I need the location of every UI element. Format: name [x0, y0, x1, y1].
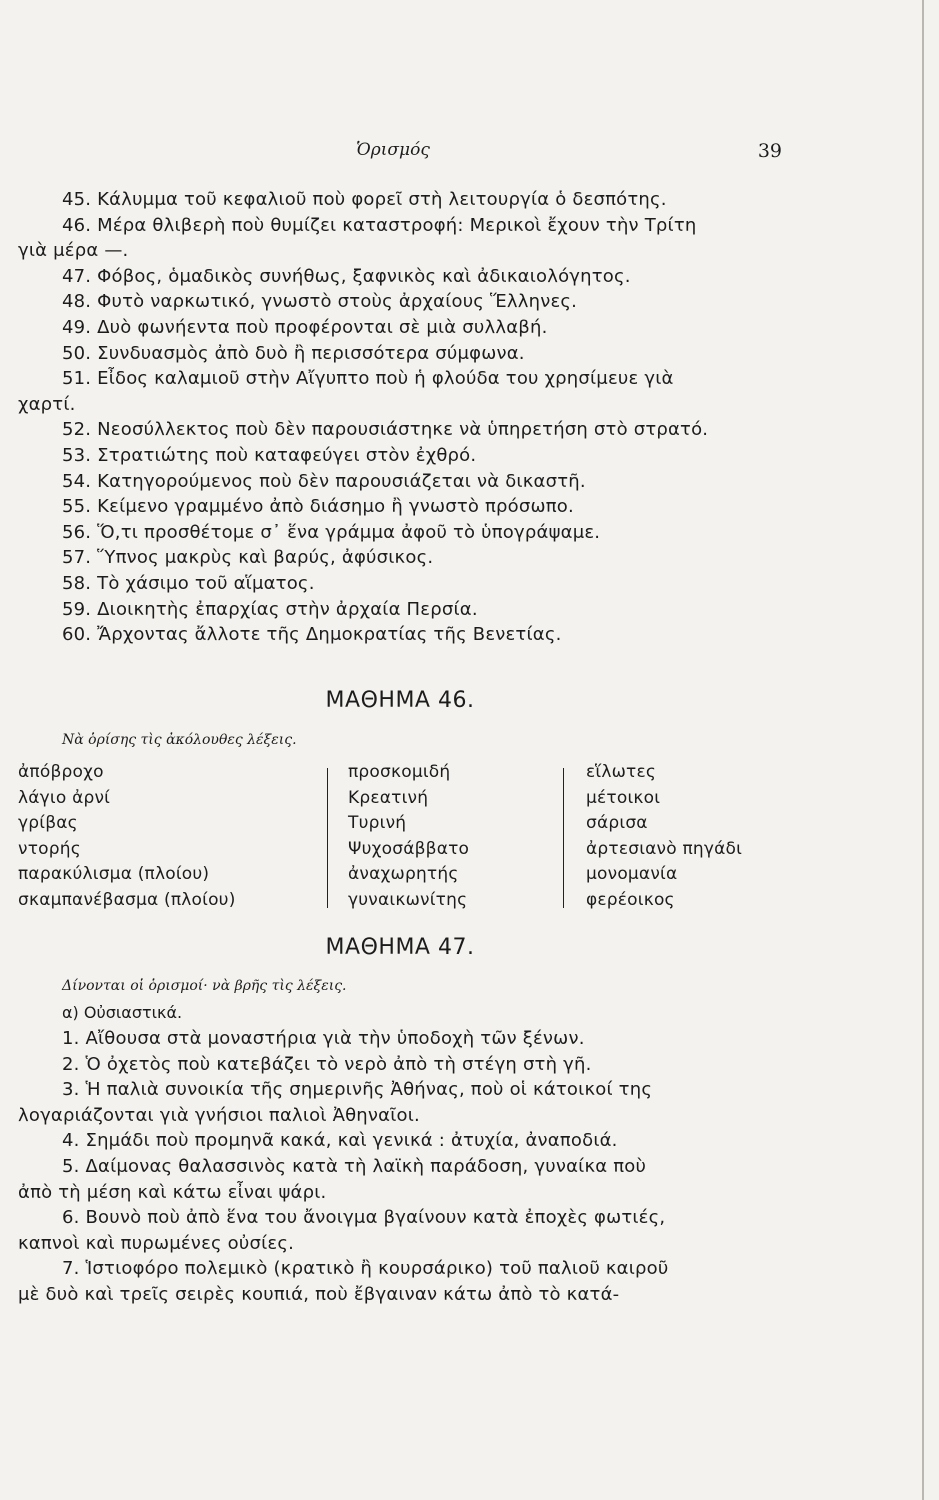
word-item: ἀρτεσιανὸ πηγάδι [586, 838, 743, 859]
lesson47-subheading: α) Οὐσιαστικά. [62, 1003, 183, 1022]
definition-line: 50. Συνδυασμὸς ἀπὸ δυὸ ἢ περισσότερα σύμφωνα. [62, 342, 525, 364]
definition-line: 53. Στρατιώτης ποὺ καταφεύγει στὸν ἐχθρό. [62, 444, 477, 466]
word-item: γρίβας [18, 813, 78, 834]
definition-line: 56. Ὅ,τι προσθέτομε σ᾿ ἕνα γράμμα ἀφοῦ τὸ ὑπογράψαμε. [62, 521, 601, 543]
definition-line: 59. Διοικητὴς ἐπαρχίας στὴν ἀρχαία Περσία. [62, 598, 478, 620]
definition-line: 57. Ὕπνος μακρὺς καὶ βαρύς, ἀφύσικος. [62, 547, 434, 569]
definition-line: 2. Ὁ ὀχετὸς ποὺ κατεβάζει τὸ νερὸ ἀπὸ τὴ στέγη στὴ γῆ. [62, 1053, 592, 1075]
definition-line: 58. Τὸ χάσιμο τοῦ αἵματος. [62, 572, 315, 594]
definition-line: 47. Φόβος, ὁμαδικὸς συνήθως, ξαφνικὸς καὶ ἀδικαιολόγητος. [62, 265, 631, 287]
definition-line: 7. Ἱστιοφόρο πολεμικὸ (κρατικὸ ἢ κουρσάρικο) τοῦ παλιοῦ καιροῦ [62, 1258, 669, 1280]
definition-line: 5. Δαίμονας θαλασσινὸς κατὰ τὴ λαϊκὴ παράδοση, γυναίκα ποὺ [62, 1155, 647, 1177]
word-column-3 [586, 760, 742, 914]
running-header-title: Ὁρισμός [356, 140, 430, 160]
column-divider-1 [327, 768, 328, 908]
lesson47-heading: ΜΑΘΗΜΑ 47. [325, 935, 475, 960]
lesson47-definitions [18, 1026, 782, 1308]
word-item: ντορής [18, 838, 81, 859]
word-item: Ψυχοσάββατο [348, 838, 470, 859]
lesson46-instruction: Νὰ ὁρίσης τὶς ἀκόλουθες λέξεις. [62, 732, 297, 748]
word-item: Κρεατινή [348, 787, 429, 808]
word-column-1 [18, 760, 236, 914]
definition-line: 45. Κάλυμμα τοῦ κεφαλιοῦ ποὺ φορεῖ στὴ λειτουργία ὁ δεσπότης. [62, 189, 667, 210]
definition-line: χαρτί. [18, 393, 76, 415]
definition-line: 3. Ἡ παλιὰ συνοικία τῆς σημερινῆς Ἀθήνας, ποὺ οἱ κάτοικοί της [62, 1079, 653, 1101]
definition-line: 55. Κείμενο γραμμένο ἀπὸ διάσημο ἢ γνωστὸ πρόσωπο. [62, 496, 574, 518]
word-item: προσκομιδή [348, 762, 451, 782]
lesson47-instruction: Δίνονται οἱ ὁρισμοί· νὰ βρῆς τὶς λέξεις. [62, 978, 347, 994]
word-item: μονομανία [586, 864, 678, 885]
definition-line: ἀπὸ τὴ μέση καὶ κάτω εἶναι ψάρι. [18, 1181, 327, 1203]
definition-line: καπνοὶ καὶ πυρωμένες οὐσίες. [18, 1232, 295, 1254]
word-item: μέτοικοι [586, 787, 661, 808]
page-number: 39 [757, 140, 782, 162]
definition-line: μὲ δυὸ καὶ τρεῖς σειρὲς κουπιά, ποὺ ἔβγαιναν κάτω ἀπὸ τὸ κατά- [18, 1283, 620, 1305]
page-edge-line [922, 0, 924, 1500]
definition-line: 49. Δυὸ φωνήεντα ποὺ προφέρονται σὲ μιὰ συλλαβή. [62, 316, 548, 338]
definition-line: 46. Μέρα θλιβερὴ ποὺ θυμίζει καταστροφή: Μερικοὶ ἔχουν τὴν Τρίτη [62, 214, 697, 236]
word-item: Τυρινή [348, 813, 407, 834]
definition-line: 6. Βουνὸ ποὺ ἀπὸ ἕνα του ἄνοιγμα βγαίνουν κατὰ ἐποχὲς φωτιές, [62, 1207, 666, 1229]
definition-line: 51. Εἶδος καλαμιοῦ στὴν Αἴγυπτο ποὺ ἡ φλούδα του χρησίμευε γιὰ [62, 368, 674, 390]
definition-line: 54. Κατηγορούμενος ποὺ δὲν παρουσιάζεται νὰ δικαστῆ. [62, 470, 586, 492]
word-item: σάρισα [586, 813, 648, 834]
word-item: φερέοικος [586, 889, 675, 910]
word-item: γυναικωνίτης [348, 889, 468, 910]
column-divider-2 [563, 768, 564, 908]
definition-line: λογαριάζονται γιὰ γνήσιοι παλιοὶ Ἀθηναῖοι. [18, 1104, 420, 1126]
word-item: λάγιο ἀρνί [18, 787, 111, 808]
definition-line: 48. Φυτὸ ναρκωτικό, γνωστὸ στοὺς ἀρχαίους Ἕλληνες. [62, 291, 578, 313]
word-item: σκαμπανέβασμα (πλοίου) [18, 889, 236, 910]
word-item: εἵλωτες [586, 762, 657, 782]
word-item: ἀναχωρητής [348, 864, 459, 885]
definition-line: 1. Αἴθουσα στὰ μοναστήρια γιὰ τὴν ὑποδοχὴ τῶν ξένων. [62, 1028, 585, 1049]
definition-line: 52. Νεοσύλλεκτος ποὺ δὲν παρουσιάστηκε νὰ ὑπηρετήση στὸ στρατό. [62, 419, 709, 441]
word-item: ἀπόβροχο [18, 762, 104, 782]
word-item: παρακύλισμα (πλοίου) [18, 864, 210, 885]
lesson45-definitions [18, 187, 782, 648]
definition-line: 4. Σημάδι ποὺ προμηνᾶ κακά, καὶ γενικά : ἀτυχία, ἀναποδιά. [62, 1130, 618, 1152]
definition-line: 60. Ἄρχοντας ἄλλοτε τῆς Δημοκρατίας τῆς Βενετίας. [62, 624, 562, 646]
lesson46-heading: ΜΑΘΗΜΑ 46. [325, 688, 475, 713]
definition-line: γιὰ μέρα —. [18, 240, 129, 262]
word-column-2 [348, 760, 469, 914]
